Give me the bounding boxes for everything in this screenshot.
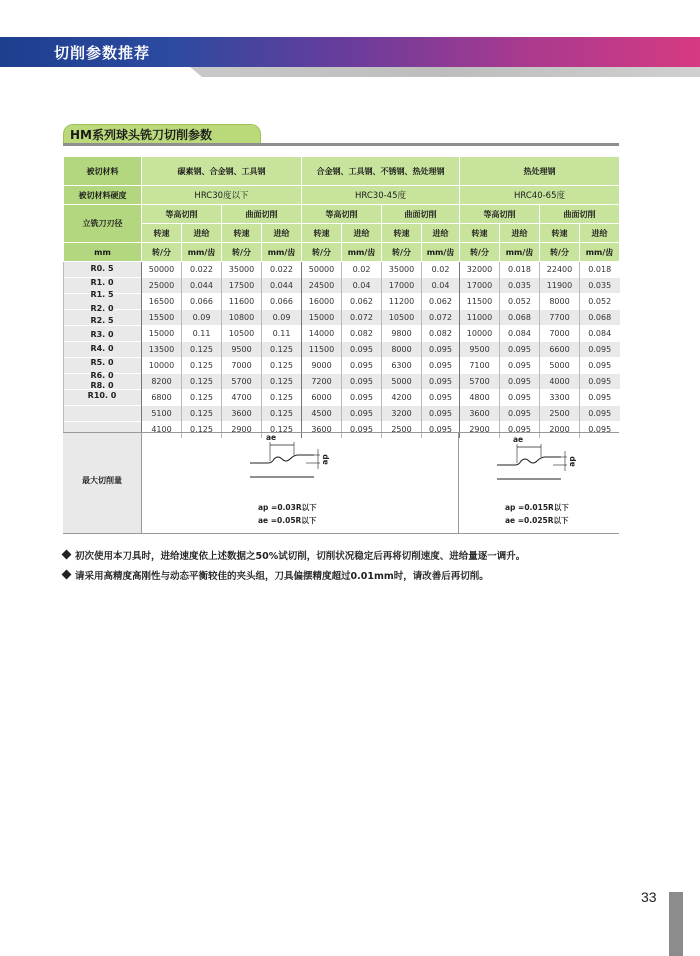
note-text: 请采用高精度高刚性与动态平衡较佳的夹头组，刀具偏摆精度超过0.01mm时，请改善后再切削。 [75,571,489,582]
speed-value: 17000 [382,278,422,294]
speed-value: 17000 [460,278,500,294]
feed-value: 0.125 [262,374,302,390]
speed-value: 4500 [302,406,342,422]
feed-value: 0.022 [262,262,302,278]
cutting-parameter-table [63,156,620,438]
hardness-group-3: HRC40-65度 [460,186,620,205]
right-ae-limit: ae =0.025R以下 [505,516,569,525]
param-speed: 转速 [540,224,580,243]
unit-feed: mm/齿 [262,243,302,262]
table-row [64,406,620,422]
material-group-3: 热处理钢 [460,157,620,186]
speed-value: 32000 [460,262,500,278]
feed-value: 0.095 [580,342,620,358]
feed-value: 0.035 [500,278,540,294]
cut-type-surface: 曲面切削 [382,205,460,224]
speed-value: 9500 [222,342,262,358]
feed-value: 0.095 [422,342,460,358]
feed-value: 0.11 [262,326,302,342]
speed-value: 2900 [222,422,262,438]
section-title: HM系列球头铣刀切削参数 [63,124,261,144]
unit-speed: 转/分 [540,243,580,262]
page-number: 33 [641,889,657,905]
speed-value: 5100 [142,406,182,422]
table-row [64,310,620,326]
unit-feed: mm/齿 [580,243,620,262]
table-row [64,390,620,406]
speed-value: 4700 [222,390,262,406]
table-row [64,294,620,310]
speed-value: 11500 [302,342,342,358]
param-feed: 进给 [342,224,382,243]
unit-feed: mm/齿 [500,243,540,262]
speed-value: 50000 [142,262,182,278]
feed-value: 0.095 [422,390,460,406]
feed-value: 0.072 [342,310,382,326]
unit-speed: 转/分 [460,243,500,262]
speed-value: 17500 [222,278,262,294]
feed-value: 0.095 [342,422,382,438]
note-item [63,548,525,562]
feed-value: 0.125 [262,390,302,406]
bullet-icon [62,550,72,560]
ap-symbol: ap [567,456,577,467]
radius-label: R1. 5 [90,290,114,299]
feed-value: 0.044 [182,278,222,294]
cut-type-surface: 曲面切削 [222,205,302,224]
feed-value: 0.095 [342,342,382,358]
parameter-rows [64,262,620,438]
speed-value: 5700 [460,374,500,390]
speed-value: 9800 [382,326,422,342]
speed-value: 5000 [540,358,580,374]
radius-label: R8. 0 [90,381,114,390]
table-row [64,326,620,342]
param-feed: 进给 [262,224,302,243]
ap-symbol: ap [320,454,330,465]
speed-value: 9500 [460,342,500,358]
feed-value: 0.095 [422,406,460,422]
feed-value: 0.062 [422,294,460,310]
feed-value: 0.11 [182,326,222,342]
cut-depth-diagram [248,439,328,481]
speed-value: 22400 [540,262,580,278]
feed-value: 0.066 [182,294,222,310]
feed-value: 0.125 [182,358,222,374]
feed-value: 0.125 [262,422,302,438]
speed-value: 7700 [540,310,580,326]
note-text: 初次使用本刀具时，进给速度依上述数据之50%试切削，切削状况稳定后再将切削速度、进给量逐一调升。 [75,551,526,562]
cut-type-contour: 等高切削 [142,205,222,224]
feed-value: 0.02 [422,262,460,278]
speed-value: 13500 [142,342,182,358]
feed-value: 0.095 [342,374,382,390]
speed-value: 11500 [460,294,500,310]
table-row [64,358,620,374]
param-speed: 转速 [142,224,182,243]
param-feed: 进给 [422,224,460,243]
left-ap-limit: ap =0.03R以下 [258,503,317,512]
feed-value: 0.095 [580,422,620,438]
unit-feed: mm/齿 [182,243,222,262]
table-row [64,374,620,390]
feed-value: 0.084 [580,326,620,342]
page-edge-bar [669,892,683,956]
unit-speed: 转/分 [222,243,262,262]
feed-value: 0.095 [580,374,620,390]
feed-value: 0.095 [342,406,382,422]
speed-value: 10000 [460,326,500,342]
feed-value: 0.125 [182,374,222,390]
radius-label: R2. 5 [90,316,114,325]
speed-value: 35000 [382,262,422,278]
feed-value: 0.095 [422,422,460,438]
cut-type-contour: 等高切削 [460,205,540,224]
radius-label: R10. 0 [87,391,117,400]
feed-value: 0.095 [580,406,620,422]
feed-value: 0.125 [182,390,222,406]
speed-value: 11600 [222,294,262,310]
speed-value: 11200 [382,294,422,310]
speed-value: 2500 [382,422,422,438]
feed-value: 0.066 [262,294,302,310]
feed-value: 0.044 [262,278,302,294]
right-ap-limit: ap =0.015R以下 [505,503,569,512]
feed-value: 0.125 [262,358,302,374]
feed-value: 0.018 [580,262,620,278]
speed-value: 8000 [540,294,580,310]
feed-value: 0.068 [500,310,540,326]
speed-value: 7100 [460,358,500,374]
feed-value: 0.022 [182,262,222,278]
speed-value: 10500 [382,310,422,326]
unit-speed: 转/分 [142,243,182,262]
speed-value: 10800 [222,310,262,326]
table-row [64,278,620,294]
radius-label: R0. 5 [90,264,114,273]
feed-value: 0.095 [500,390,540,406]
feed-value: 0.04 [422,278,460,294]
diameter-row-label: 立铣刀刃径 [64,205,142,243]
feed-value: 0.125 [182,422,222,438]
radius-label: R3. 0 [90,330,114,339]
feed-value: 0.125 [182,342,222,358]
ae-symbol: ae [513,435,524,444]
speed-value: 2000 [540,422,580,438]
speed-value: 5700 [222,374,262,390]
material-group-2: 合金钢、工具钢、不锈钢、热处理钢 [302,157,460,186]
cut-type-contour: 等高切削 [302,205,382,224]
speed-value: 7000 [540,326,580,342]
feed-value: 0.052 [500,294,540,310]
feed-value: 0.09 [182,310,222,326]
feed-value: 0.125 [262,406,302,422]
feed-value: 0.095 [580,390,620,406]
param-speed: 转速 [222,224,262,243]
speed-value: 4100 [142,422,182,438]
hardness-group-2: HRC30-45度 [302,186,460,205]
radius-label: R2. 0 [90,304,114,313]
feed-value: 0.068 [580,310,620,326]
speed-value: 6000 [302,390,342,406]
param-speed: 转速 [302,224,342,243]
max-cut-depth-section [63,432,619,534]
speed-value: 4200 [382,390,422,406]
speed-value: 7000 [222,358,262,374]
param-speed: 转速 [460,224,500,243]
speed-value: 16000 [302,294,342,310]
unit-row-label: mm [64,243,142,262]
feed-value: 0.035 [580,278,620,294]
feed-value: 0.082 [422,326,460,342]
speed-value: 4000 [540,374,580,390]
speed-value: 15500 [142,310,182,326]
radius-label: R4. 0 [90,344,114,353]
feed-value: 0.095 [342,390,382,406]
speed-value: 16500 [142,294,182,310]
param-feed: 进给 [580,224,620,243]
bullet-icon [62,570,72,580]
speed-value: 11900 [540,278,580,294]
feed-value: 0.095 [500,406,540,422]
speed-value: 11000 [460,310,500,326]
speed-value: 9000 [302,358,342,374]
feed-value: 0.125 [182,406,222,422]
unit-feed: mm/齿 [422,243,460,262]
speed-value: 6600 [540,342,580,358]
radius-label: R5. 0 [90,358,114,367]
speed-value: 2500 [540,406,580,422]
feed-value: 0.018 [500,262,540,278]
speed-value: 3600 [460,406,500,422]
feed-value: 0.095 [500,422,540,438]
feed-value: 0.095 [580,358,620,374]
feed-value: 0.052 [580,294,620,310]
header-shadow-bar [190,67,700,77]
feed-value: 0.072 [422,310,460,326]
speed-value: 25000 [142,278,182,294]
unit-feed: mm/齿 [342,243,382,262]
feed-value: 0.02 [342,262,382,278]
speed-value: 3600 [222,406,262,422]
speed-value: 6300 [382,358,422,374]
feed-value: 0.095 [342,358,382,374]
radius-label: R6. 0 [90,371,114,380]
param-feed: 进给 [182,224,222,243]
speed-value: 14000 [302,326,342,342]
radius-cell [64,406,142,422]
cut-depth-diagram [495,441,575,483]
feed-value: 0.062 [342,294,382,310]
feed-value: 0.082 [342,326,382,342]
speed-value: 24500 [302,278,342,294]
speed-value: 35000 [222,262,262,278]
speed-value: 3600 [302,422,342,438]
param-speed: 转速 [382,224,422,243]
speed-value: 8000 [382,342,422,358]
divider [141,433,142,533]
feed-value: 0.125 [262,342,302,358]
speed-value: 7200 [302,374,342,390]
speed-value: 2900 [460,422,500,438]
feed-value: 0.095 [422,374,460,390]
speed-value: 6800 [142,390,182,406]
unit-speed: 转/分 [302,243,342,262]
cut-type-surface: 曲面切削 [540,205,620,224]
ae-symbol: ae [266,433,277,442]
speed-value: 4800 [460,390,500,406]
feed-value: 0.095 [500,342,540,358]
table-row [64,342,620,358]
unit-speed: 转/分 [382,243,422,262]
speed-value: 8200 [142,374,182,390]
radius-label: R1. 0 [90,278,114,287]
material-row-label: 被切材料 [64,157,142,186]
speed-value: 15000 [142,326,182,342]
speed-value: 5000 [382,374,422,390]
material-group-1: 碳素钢、合金钢、工具钢 [142,157,302,186]
speed-value: 3300 [540,390,580,406]
left-ae-limit: ae =0.05R以下 [258,516,317,525]
max-cut-depth-label: 最大切削量 [82,476,122,485]
page-title: 切削参数推荐 [54,44,151,62]
feed-value: 0.095 [500,358,540,374]
speed-value: 10000 [142,358,182,374]
speed-value: 10500 [222,326,262,342]
feed-value: 0.04 [342,278,382,294]
speed-value: 15000 [302,310,342,326]
speed-value: 3200 [382,406,422,422]
section-divider [63,143,619,146]
feed-value: 0.095 [422,358,460,374]
hardness-row-label: 被切材料硬度 [64,186,142,205]
feed-value: 0.095 [500,374,540,390]
param-feed: 进给 [500,224,540,243]
feed-value: 0.084 [500,326,540,342]
divider [458,433,459,533]
hardness-group-1: HRC30度以下 [142,186,302,205]
feed-value: 0.09 [262,310,302,326]
note-item [63,568,489,582]
speed-value: 50000 [302,262,342,278]
table-row [64,262,620,278]
